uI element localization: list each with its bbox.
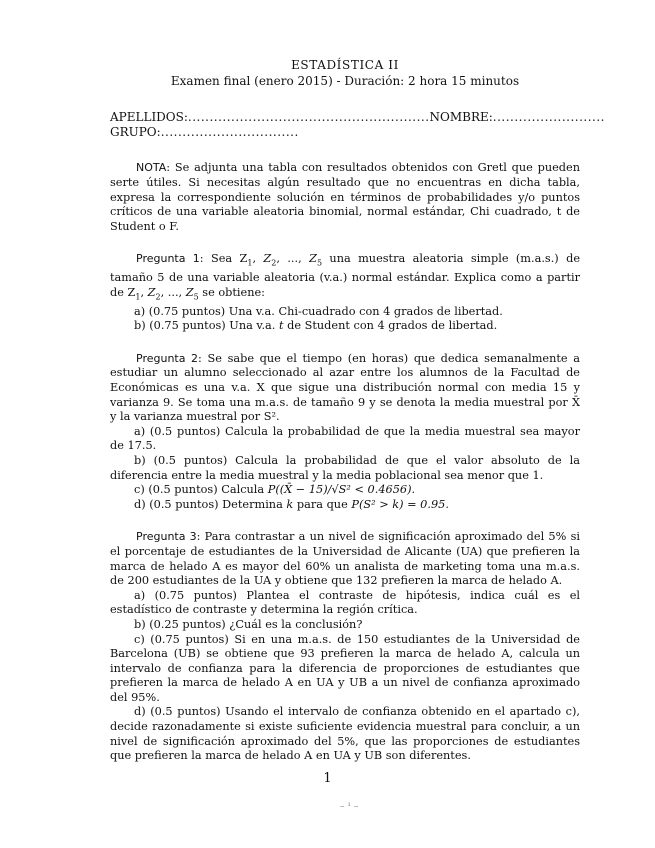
- q3-intro: [110, 530, 580, 588]
- q1-intro: Pregunta 1: Sea $Z_1$, $Z_2$, ..., $Z_5$ una muestra aleatoria simple (m.a.s.) de tamaño 5 de una variable aleatoria (v.a.) normal estándar. Explica como a partir de $Z_1$, $Z_2$, ..., $Z_5$ se obtiene:: [110, 252, 581, 302]
- q2-intro-text: : Se sabe que el tiempo (en horas) que dedica semanalmente a estudiar un alumno seleccionado al azar entre los alumnos de la Facultad de Económicas es una v.a. X que sigue una distribución normal con media 15 y varianza 9. Se toma una m.a.s. de tamaño 9 y se denota la media muestral por X̄ y la varianza muestral por S².: [110, 351, 580, 424]
- q2-label: Pregunta 2: [136, 351, 199, 365]
- q2-part-d: [110, 498, 580, 513]
- student-fields: [110, 110, 605, 139]
- apellidos-label: APELLIDOS:: [110, 110, 188, 125]
- q2-part-b: b) (0.5 puntos) Calcula la probabilidad de que el valor absoluto de la diferencia entre la media muestral y la media poblacional sea menor que 1.: [110, 453, 580, 482]
- exam-title: ESTADÍSTICA II: [291, 58, 399, 72]
- q2-d-k: k: [286, 497, 294, 511]
- nombre-dots: ..........................: [492, 110, 605, 125]
- q1-b-pre: b) (0.75 puntos) Una v.a.: [134, 319, 279, 333]
- exam-page: [110, 58, 605, 764]
- q3-intro-text: : Para contrastar a un nivel de significación aproximado del 5% si el porcentaje de estudiantes de la Universidad de Alicante (UA) que prefieren la marca de helado A es mayor del 60% un analista de marketing toma una m.a.s. de 200 estudiantes de la UA y obtiene que 132 prefieren la marca de helado A.: [110, 530, 581, 588]
- question-3: [110, 530, 580, 764]
- q1-b-t: t: [278, 319, 284, 333]
- q2-c-pre: c) (0.5 puntos) Calcula: [134, 483, 268, 497]
- q2-d-expr: P(S² > k) = 0.95.: [351, 497, 449, 511]
- q3-part-c: c) (0.75 puntos) Si en una m.a.s. de 150 estudiantes de la Universidad de Barcelona (UB) se obtiene que 93 prefieren la marca de helado A, calcula un intervalo de confianza para la diferencia de proporciones de estudiantes que prefieren la marca de helado A en UA y UB a un nivel de confianza aproximado del 95%.: [110, 632, 580, 704]
- question-2: [110, 352, 580, 513]
- page-number: 1: [323, 771, 332, 786]
- q1-b-post: de Student con 4 grados de libertad.: [283, 319, 498, 333]
- apellidos-nombre-line: [110, 110, 605, 125]
- q3-part-d: d) (0.5 puntos) Usando el intervalo de confianza obtenido en el apartado c), decide razonadamente si existe suficiente evidencia muestral para concluir, a un nivel de significación aproximado del 5%, que las proporciones de estudiantes que prefieren la marca de helado A en UA y UB son diferentes.: [110, 705, 580, 763]
- q2-part-c: [110, 483, 580, 498]
- q2-d-pre: d) (0.5 puntos) Determina: [134, 497, 287, 511]
- grupo-label: GRUPO:: [110, 124, 161, 139]
- exam-subtitle: Examen final (enero 2015) - Duración: 2 hora 15 minutos: [170, 73, 520, 88]
- q1-part-a: a) (0.75 puntos) Una v.a. Chi-cuadrado con 4 grados de libertad.: [134, 304, 503, 318]
- q2-part-a: a) (0.5 puntos) Calcula la probabilidad de que la media muestral sea mayor de 17.5.: [110, 424, 580, 453]
- footer-mark: – ¹ –: [340, 802, 359, 812]
- q2-c-expr: P((X̄ − 15)/√S² < 0.4656).: [267, 483, 416, 497]
- q2-intro: [110, 352, 580, 425]
- q1-intro-b: una muestra aleatoria simple (m.a.s.) de tamaño 5 de una variable aleatoria (v.a.) normal estándar. Explica como a partir de Z: [110, 252, 581, 299]
- q2-d-mid: para que: [293, 497, 352, 511]
- nota-label: NOTA: [136, 161, 167, 175]
- q1-intro-c: se obtiene:: [198, 285, 265, 299]
- q1-label: Pregunta 1: [136, 252, 200, 266]
- q3-part-a: a) (0.75 puntos) Plantea el contraste de hipótesis, indica cuál es el estadístico de contraste y determina la región crítica.: [110, 588, 580, 617]
- q3-label: Pregunta 3: [136, 530, 197, 544]
- nota-text: : Se adjunta una tabla con resultados obtenidos con Gretl que pueden serte útiles. Si necesitas algún resultado que no encuentras en dicha tabla, expresa la correspondiente solución en términos de probabilidades y/o puntos críticos de una variable aleatoria binomial, normal estándar, Chi cuadrado, t de Student o F.: [110, 161, 580, 233]
- q1-intro-a: : Sea Z: [199, 252, 248, 266]
- nota-paragraph: [110, 161, 580, 234]
- grupo-line: [110, 125, 580, 140]
- q3-part-b: b) (0.25 puntos) ¿Cuál es la conclusión?: [134, 617, 363, 631]
- nombre-label: NOMBRE:: [429, 110, 493, 125]
- q1-part-b: [110, 319, 580, 334]
- grupo-dots: ................................: [160, 124, 299, 139]
- apellidos-dots: ........................................................: [187, 110, 430, 125]
- question-1: [110, 252, 580, 333]
